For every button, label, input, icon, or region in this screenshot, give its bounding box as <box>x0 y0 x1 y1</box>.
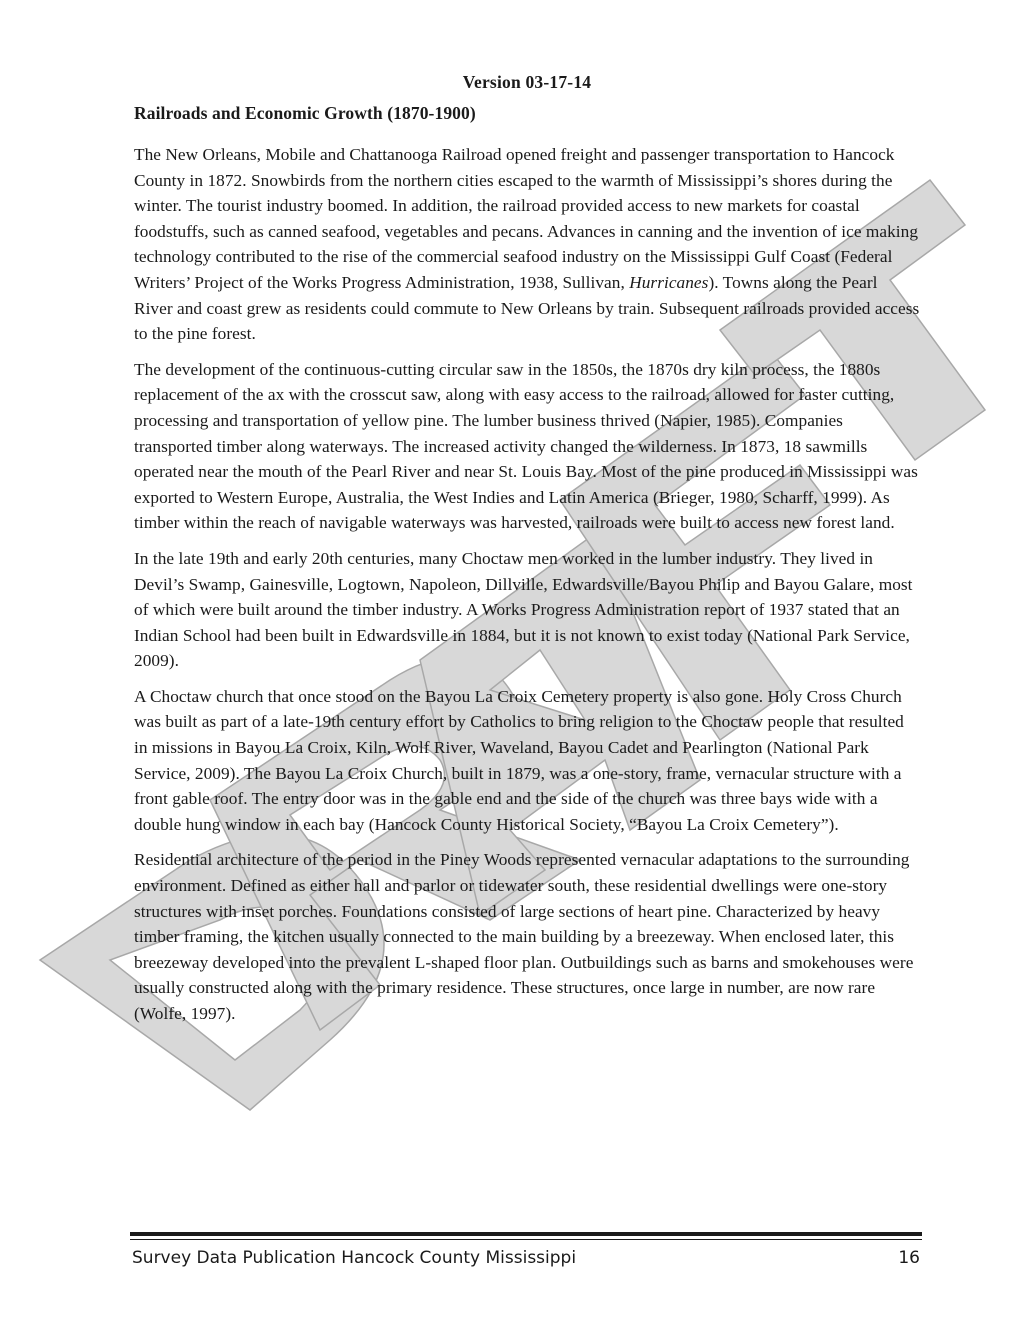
footer-publication-title: Survey Data Publication Hancock County Mississippi <box>132 1248 577 1268</box>
footer-row <box>130 1248 922 1268</box>
paragraph-residential-architecture: Residential architecture of the period in the Piney Woods represented vernacular adaptations to the surrounding environment. Defined as either hall and parlor or tidewater south, these residential dwellings were one-story structures with inset porches. Foundations consisted of large sections of heart pine. Characterized by heavy timber framing, the kitchen usually connected to the main building by a breezeway. When enclosed later, this breezeway developed into the prevalent L-shaped floor plan. Outbuildings such as barns and smokehouses were usually constructed along with the primary residence. These structures, once large in number, are now rare (Wolfe, 1997). <box>134 850 914 1023</box>
paragraph-railroad <box>134 142 920 347</box>
paragraph-lumber: The development of the continuous-cutting circular saw in the 1850s, the 1870s dry kiln process, the 1880s replacement of the ax with the crosscut saw, along with easy access to the railroad, allowed for faster cutting, processing and transportation of yellow pine. The lumber business thrived (Napier, 1985). Companies transported timber along waterways. The increased activity changed the wilderness. In 1873, 18 sawmills operated near the mouth of the Pearl River and near St. Louis Bay. Most of the pine produced in Mississippi was exported to Western Europe, Australia, the West Indies and Latin America (Brieger, 1980, Scharff, 1999). As timber within the reach of navigable waterways was harvested, railroads were built to access new forest land. <box>134 359 918 533</box>
paragraph-railroad-part-2: ). Towns along the Pearl River and coast grew as residents could commute to New Orleans by train. Subsequent railroads provided access to the pine forest. <box>134 272 920 344</box>
page-footer <box>130 1232 922 1268</box>
version-label: Version 03-17-14 <box>462 72 592 92</box>
page-number: 16 <box>898 1248 920 1268</box>
footer-rule-thin <box>130 1239 922 1240</box>
footer-rule-thick <box>130 1232 922 1236</box>
paragraph-choctaw-workers: In the late 19th and early 20th centuries, many Choctaw men worked in the lumber industry. They lived in Devil’s Swamp, Gainesville, Logtown, Napoleon, Dillville, Edwardsville/Bayou Philip and Bayou Galare, most of which were built around the timber industry. A Works Progress Administration report of 1937 stated that an Indian School had been built in Edwardsville in 1884, but it is not known to exist today (National Park Service, 2009). <box>134 548 913 671</box>
paragraph-railroad-part-1: The New Orleans, Mobile and Chattanooga Railroad opened freight and passenger transportation to Hancock County in 1872. Snowbirds from the northern cities escaped to the warmth of Mississippi’s shores during the winter. The tourist industry boomed. In addition, the railroad provided access to new markets for coastal foodstuffs, such as canned seafood, vegetables and pecans. Advances in canning and the invention of ice making technology contributed to the rise of the commercial seafood industry on the Mississippi Gulf Coast (Federal Writers’ Project of the Works Progress Administration, 1938, Sullivan, <box>134 145 919 292</box>
paragraph-choctaw-church: A Choctaw church that once stood on the Bayou La Croix Cemetery property is also gone. Holy Cross Church was built as part of a late-19th century effort by Catholics to bring religion to the Choctaw people that resulted in missions in Bayou La Croix, Kiln, Wolf River, Waveland, Bayou Cadet and Pearlington (National Park Service, 2009). The Bayou La Croix Church, built in 1879, was a one-story, frame, vernacular structure with a front gable roof. The entry door was in the gable end and the side of the church was three bays wide with a double hung window in each bay (Hancock County Historical Society, “Bayou La Croix Cemetery”). <box>134 686 904 834</box>
page-content <box>134 72 920 1037</box>
section-heading: Railroads and Economic Growth (1870-1900) <box>134 103 476 123</box>
citation-italic-title: Hurricanes <box>629 272 709 292</box>
